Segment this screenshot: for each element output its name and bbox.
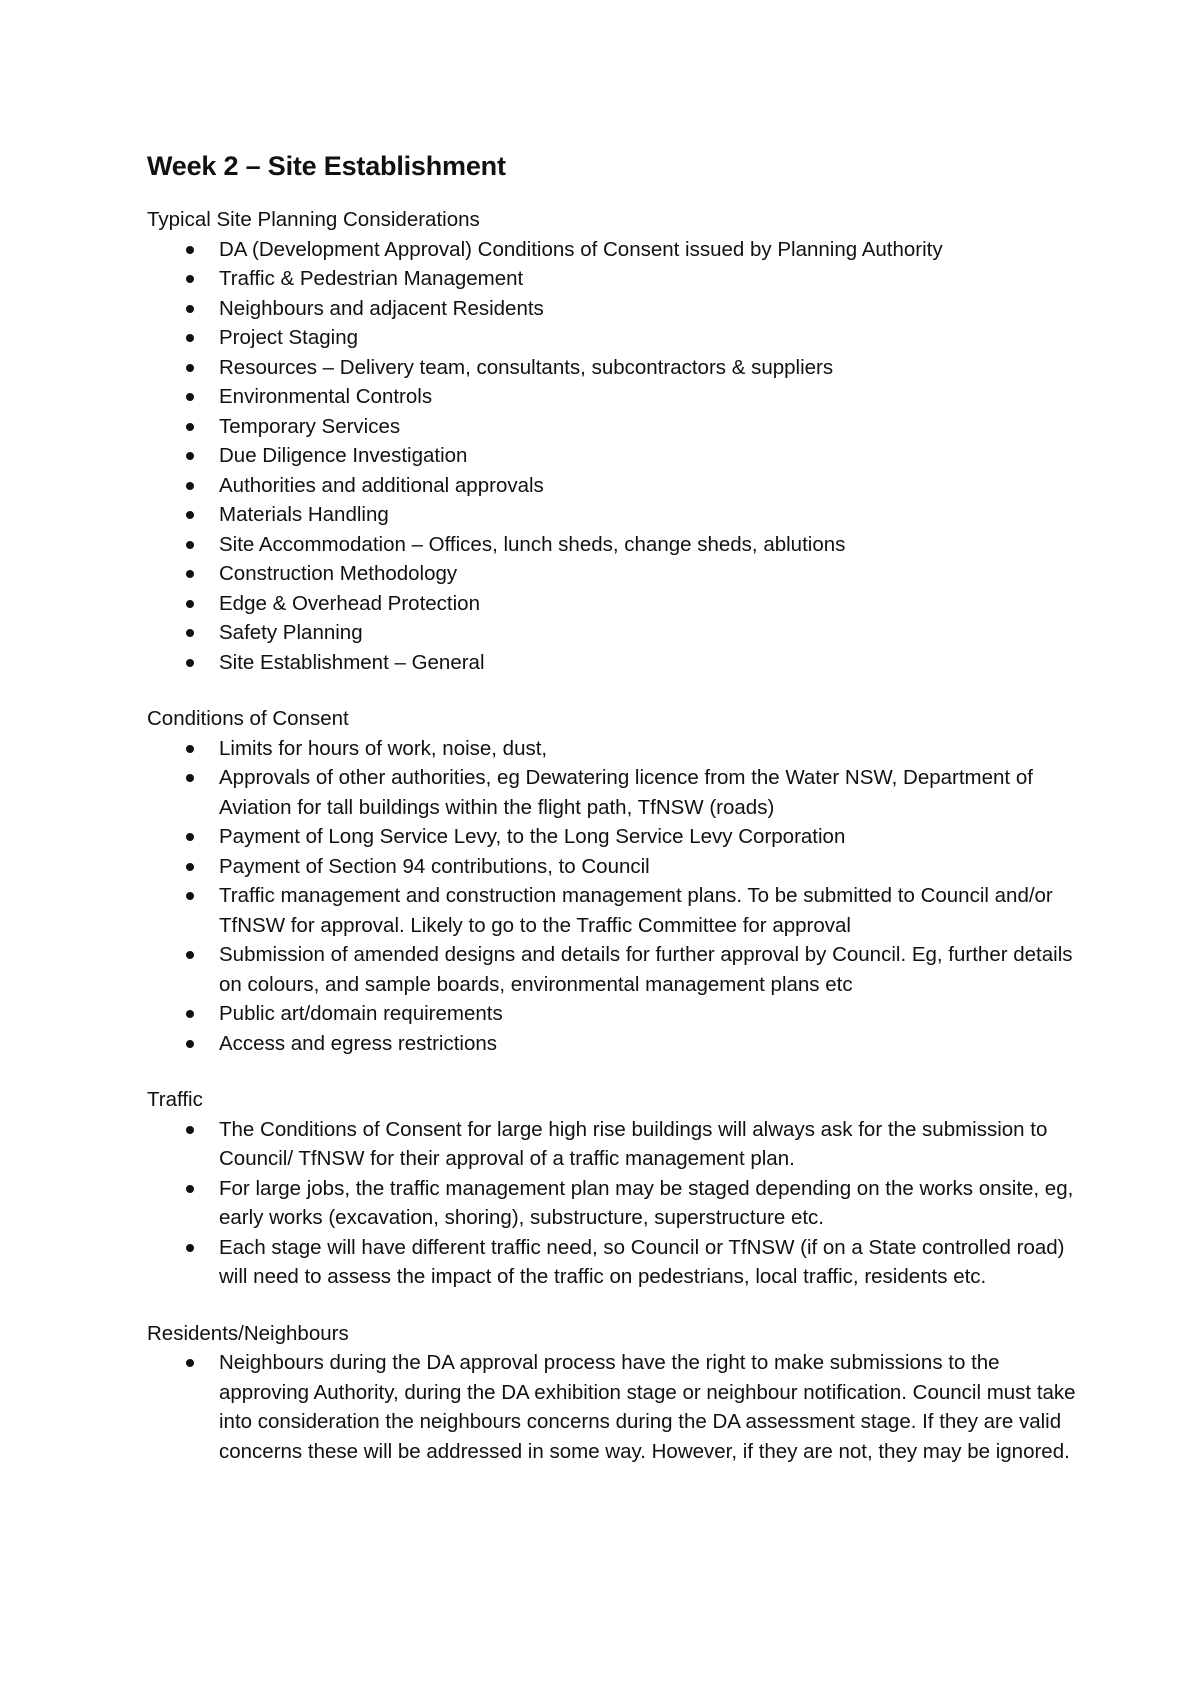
- section: [147, 205, 1077, 677]
- list-item-text: Payment of Long Service Levy, to the Long Service Levy Corporation: [219, 825, 846, 848]
- bullet-icon: [186, 1244, 194, 1252]
- bullet-list: [147, 235, 1077, 678]
- bullet-icon: [186, 246, 194, 254]
- list-item-text: Limits for hours of work, noise, dust,: [219, 736, 548, 760]
- list-item: [147, 852, 1077, 882]
- section: [147, 704, 1077, 1058]
- bullet-icon: [186, 452, 194, 460]
- list-item-text: Approvals of other authorities, eg Dewatering licence from the Water NSW, Department of Aviation for tall buildings within the flight path, TfNSW (roads): [219, 766, 1033, 819]
- list-item-text: Submission of amended designs and details for further approval by Council. Eg, further details on colours, and sample boards, environmental management plans etc: [219, 943, 1073, 996]
- list-item: [147, 1029, 1077, 1059]
- bullet-icon: [186, 393, 194, 401]
- bullet-icon: [186, 745, 194, 753]
- list-item: [147, 471, 1077, 501]
- page-title: Week 2 – Site Establishment: [147, 151, 506, 181]
- bullet-icon: [186, 892, 194, 900]
- list-item-text: Resources – Delivery team, consultants, subcontractors & suppliers: [219, 355, 834, 379]
- bullet-icon: [186, 863, 194, 871]
- section-heading: Typical Site Planning Considerations: [147, 208, 480, 231]
- list-item-text: Environmental Controls: [219, 385, 433, 408]
- section-heading: Traffic: [147, 1088, 203, 1111]
- section-heading: Residents/Neighbours: [147, 1321, 349, 1345]
- bullet-icon: [186, 482, 194, 490]
- list-item: [147, 1115, 1077, 1174]
- list-item-text: Authorities and additional approvals: [219, 473, 544, 497]
- list-item: [147, 294, 1077, 324]
- bullet-icon: [186, 629, 194, 637]
- section-heading: Conditions of Consent: [147, 707, 349, 730]
- bullet-icon: [186, 305, 194, 313]
- list-item: [147, 999, 1077, 1029]
- bullet-icon: [186, 334, 194, 342]
- bullet-list: [147, 734, 1077, 1059]
- list-item-text: Temporary Services: [219, 414, 401, 438]
- list-item-text: Due Diligence Investigation: [219, 444, 468, 467]
- list-item: [147, 822, 1077, 852]
- list-item-text: Project Staging: [219, 326, 359, 349]
- list-item: [147, 412, 1077, 442]
- list-item: [147, 734, 1077, 764]
- bullet-icon: [186, 570, 194, 578]
- section: [147, 1085, 1077, 1292]
- list-item: [147, 235, 1077, 265]
- list-item-text: Edge & Overhead Protection: [219, 591, 480, 615]
- list-item: [147, 382, 1077, 412]
- list-item: [147, 1233, 1077, 1292]
- list-item-text: The Conditions of Consent for large high rise buildings will always ask for the submission to Council/ TfNSW for their approval of a traffic management plan.: [219, 1117, 1048, 1170]
- bullet-icon: [186, 541, 194, 549]
- bullet-icon: [186, 1185, 194, 1193]
- list-item-text: Neighbours and adjacent Residents: [219, 296, 544, 320]
- list-item: [147, 589, 1077, 619]
- list-item: [147, 940, 1077, 999]
- list-item: [147, 1174, 1077, 1233]
- list-item: [147, 530, 1077, 560]
- bullet-icon: [186, 774, 194, 782]
- list-item: [147, 881, 1077, 940]
- bullet-icon: [186, 1040, 194, 1048]
- bullet-icon: [186, 659, 194, 667]
- list-item: [147, 441, 1077, 471]
- bullet-icon: [186, 423, 194, 431]
- list-item-text: Site Establishment – General: [219, 650, 485, 674]
- list-item-text: Access and egress restrictions: [219, 1031, 498, 1055]
- list-item-text: Public art/domain requirements: [219, 1002, 503, 1025]
- list-item-text: Traffic management and construction management plans. To be submitted to Council and/or TfNSW for approval. Likely to go to the Traffic Committee for approval: [219, 884, 1053, 937]
- list-item: [147, 264, 1077, 294]
- list-item-text: For large jobs, the traffic management plan may be staged depending on the works onsite, eg, early works (excavation, shoring), substructure, superstructure etc.: [219, 1176, 1074, 1229]
- list-item-text: Payment of Section 94 contributions, to Council: [219, 854, 650, 878]
- sections-container: [147, 205, 1077, 1466]
- list-item: [147, 618, 1077, 648]
- list-item: [147, 763, 1077, 822]
- list-item: [147, 353, 1077, 383]
- list-item-text: DA (Development Approval) Conditions of Consent issued by Planning Authority: [219, 237, 943, 261]
- bullet-icon: [186, 600, 194, 608]
- list-item: [147, 1348, 1077, 1466]
- list-item: [147, 648, 1077, 678]
- bullet-icon: [186, 275, 194, 283]
- bullet-list: [147, 1115, 1077, 1292]
- list-item-text: Neighbours during the DA approval process have the right to make submissions to the approving Authority, during the DA exhibition stage or neighbour notification. Council must take into consideration the neighbours concerns during the DA assessment stage. If they are valid concerns these will be addressed in some way. However, if they are not, they may be ignored.: [219, 1351, 1076, 1463]
- list-item: [147, 323, 1077, 353]
- bullet-icon: [186, 1126, 194, 1134]
- bullet-icon: [186, 1010, 194, 1018]
- bullet-icon: [186, 1359, 194, 1367]
- list-item-text: Construction Methodology: [219, 562, 458, 585]
- bullet-icon: [186, 364, 194, 372]
- list-item-text: Site Accommodation – Offices, lunch sheds, change sheds, ablutions: [219, 532, 846, 556]
- list-item: [147, 500, 1077, 530]
- section: [147, 1319, 1077, 1467]
- document-content: [147, 148, 1077, 1493]
- bullet-icon: [186, 511, 194, 519]
- list-item: [147, 559, 1077, 589]
- bullet-icon: [186, 833, 194, 841]
- list-item-text: Safety Planning: [219, 621, 363, 644]
- list-item-text: Each stage will have different traffic need, so Council or TfNSW (if on a State controlled road) will need to assess the impact of the traffic on pedestrians, local traffic, residents etc.: [219, 1235, 1065, 1288]
- bullet-icon: [186, 951, 194, 959]
- bullet-list: [147, 1348, 1077, 1466]
- list-item-text: Materials Handling: [219, 503, 389, 526]
- list-item-text: Traffic & Pedestrian Management: [219, 267, 524, 290]
